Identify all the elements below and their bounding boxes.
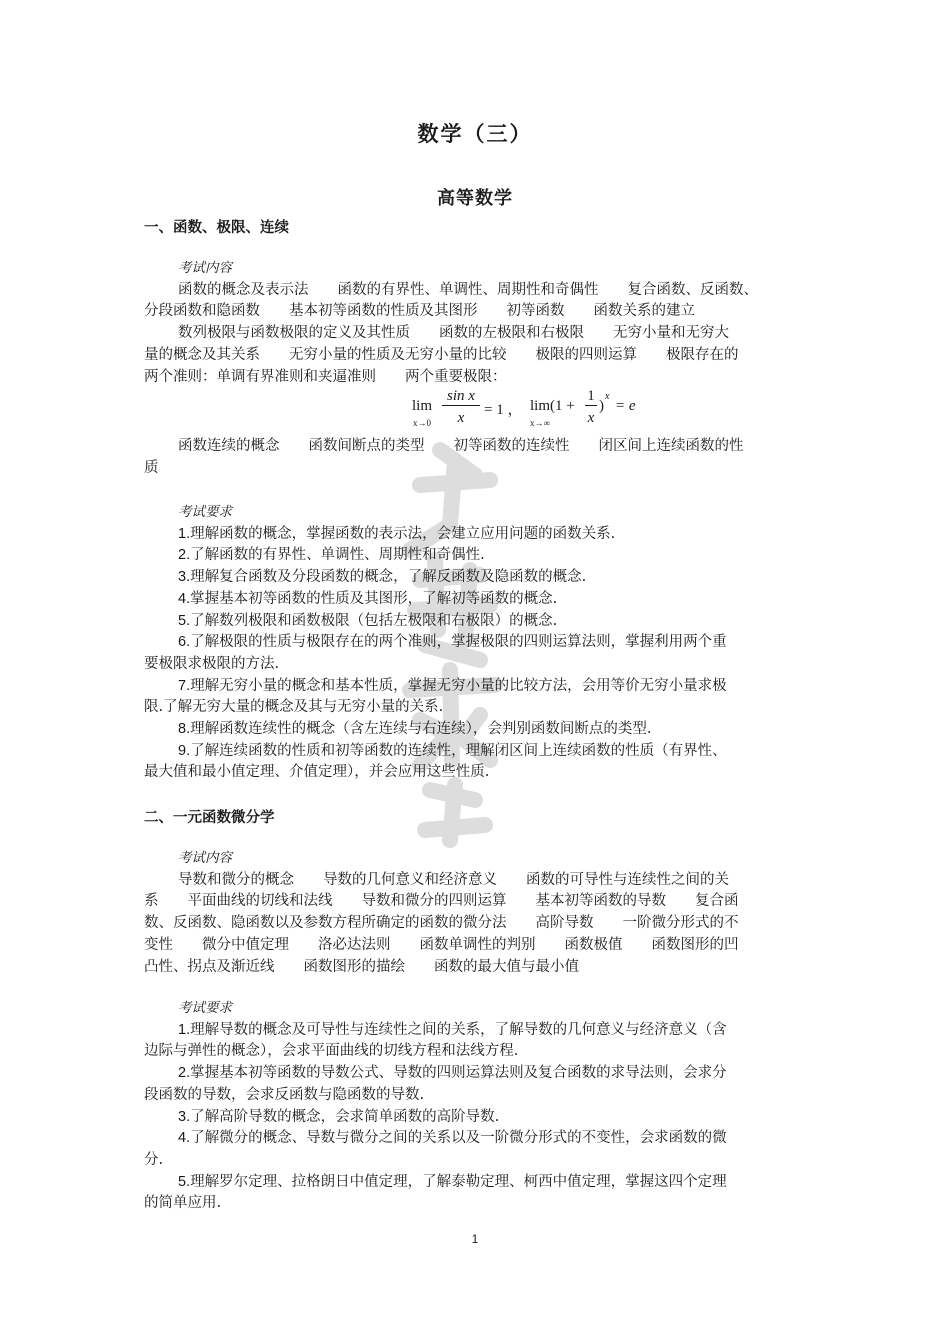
requirement-item: 8.理解函数连续性的概念（含左连续与右连续），会判别函数间断点的类型. xyxy=(178,721,652,738)
requirement-item: 4.了解微分的概念、导数与微分之间的关系以及一阶微分形式的不变性，会求函数的微 xyxy=(178,1130,727,1147)
requirements-label: 考试要求 xyxy=(178,504,232,520)
requirement-continuation: 的简单应用. xyxy=(144,1195,222,1212)
requirement-continuation: 最大值和最小值定理、介值定理），并会应用这些性质. xyxy=(144,764,490,781)
section2-requirements xyxy=(144,998,808,1215)
requirement-continuation: 分. xyxy=(144,1151,164,1168)
requirement-item: 5.了解数列极限和函数极限（包括左极限和右极限）的概念. xyxy=(178,612,558,629)
formula-paren: ) xyxy=(599,398,604,414)
requirement-item: 3.理解复合函数及分段函数的概念，了解反函数及隐函数的概念. xyxy=(178,569,587,586)
requirement-item: 7.理解无穷小量的概念和基本性质，掌握无穷小量的比较方法，会用等价无穷小量求极 xyxy=(178,677,727,694)
content-line: 变性 微分中值定理 洛必达法则 函数单调性的判别 函数极值 函数图形的凹 xyxy=(144,936,739,953)
formula-numerator: sin x xyxy=(442,388,480,406)
limits-formula xyxy=(412,388,672,432)
content-label: 考试内容 xyxy=(178,260,232,276)
requirement-item: 2.掌握基本初等函数的导数公式、导数的四则运算法则及复合函数的求导法则，会求分 xyxy=(178,1065,727,1082)
page-number: 1 xyxy=(471,1232,479,1246)
requirement-item: 4.掌握基本初等函数的性质及其图形，了解初等函数的概念. xyxy=(178,590,558,607)
requirement-item: 1.理解导数的概念及可导性与连续性之间的关系，了解导数的几何意义与经济意义（含 xyxy=(178,1021,727,1038)
content-line: 质 xyxy=(144,459,159,476)
requirement-continuation: 要极限求极限的方法. xyxy=(144,655,280,672)
requirement-item: 3.了解高阶导数的概念，会求简单函数的高阶导数. xyxy=(178,1108,500,1125)
content-line: 数、反函数、隐函数以及参数方程所确定的函数的微分法 高阶导数 一阶微分形式的不 xyxy=(144,915,739,932)
formula-superscript: x xyxy=(605,391,610,402)
formula-equals: = e xyxy=(615,398,636,414)
formula-subscript: x→∞ xyxy=(530,418,550,428)
section1-requirements xyxy=(144,502,808,784)
formula-denominator: x xyxy=(587,410,595,426)
formula-lim: lim(1 + xyxy=(530,398,575,414)
section1-content xyxy=(144,258,808,388)
content-line: 导数和微分的概念 导数的几何意义和经济意义 函数的可导性与连续性之间的关 xyxy=(178,871,729,888)
content-line: 函数连续的概念 函数间断点的类型 初等函数的连续性 闭区间上连续函数的性 xyxy=(178,438,744,454)
requirement-item: 5.理解罗尔定理、拉格朗日中值定理，了解泰勒定理、柯西中值定理，掌握这四个定理 xyxy=(178,1173,727,1190)
content-line: 数列极限与函数极限的定义及其性质 函数的左极限和右极限 无穷小量和无穷大 xyxy=(178,325,729,342)
formula-equals: = 1 ， xyxy=(484,402,523,418)
requirements-label: 考试要求 xyxy=(178,1000,232,1016)
requirement-item: 1.理解函数的概念，掌握函数的表示法，会建立应用问题的函数关系. xyxy=(178,525,616,542)
content-line: 凸性、拐点及渐近线 函数图形的描绘 函数的最大值与最小值 xyxy=(144,958,579,975)
requirement-continuation: 边际与弹性的概念），会求平面曲线的切线方程和法线方程. xyxy=(144,1043,519,1060)
formula-numerator: 1 xyxy=(585,388,597,406)
content-line: 函数的概念及表示法 函数的有界性、单调性、周期性和奇偶性 复合函数、反函数、 xyxy=(178,281,758,298)
content-line: 分段函数和隐函数 基本初等函数的性质及其图形 初等函数 函数关系的建立 xyxy=(144,303,695,320)
document-title: 数学（三） xyxy=(417,122,533,146)
requirement-item: 6.了解极限的性质与极限存在的两个准则，掌握极限的四则运算法则，掌握利用两个重 xyxy=(178,634,727,651)
section-heading: 一、函数、极限、连续 xyxy=(144,220,289,236)
section2-content xyxy=(144,848,808,978)
section-heading: 二、一元函数微分学 xyxy=(144,810,275,826)
content-line: 量的概念及其关系 无穷小量的性质及无穷小量的比较 极限的四则运算 极限存在的 xyxy=(144,346,739,363)
content-line: 两个准则：单调有界准则和夹逼准则 两个重要极限： xyxy=(144,368,507,385)
content-line: 系 平面曲线的切线和法线 导数和微分的四则运算 基本初等函数的导数 复合函 xyxy=(144,893,739,910)
requirement-continuation: 限.了解无穷大量的概念及其与无穷小量的关系. xyxy=(144,699,444,716)
content-label: 考试内容 xyxy=(178,850,232,866)
requirement-continuation: 段函数的导数，会求反函数与隐函数的导数. xyxy=(144,1086,425,1103)
formula-denominator: x xyxy=(457,410,465,426)
formula-lim: lim xyxy=(412,398,433,414)
section1-content-continued xyxy=(144,436,808,479)
subject-title: 高等数学 xyxy=(437,188,513,209)
requirement-item: 2.了解函数的有界性、单调性、周期性和奇偶性. xyxy=(178,547,485,564)
requirement-item: 9.了解连续函数的性质和初等函数的连续性，理解闭区间上连续函数的性质（有界性、 xyxy=(178,742,727,759)
formula-subscript: x→0 xyxy=(413,418,431,428)
